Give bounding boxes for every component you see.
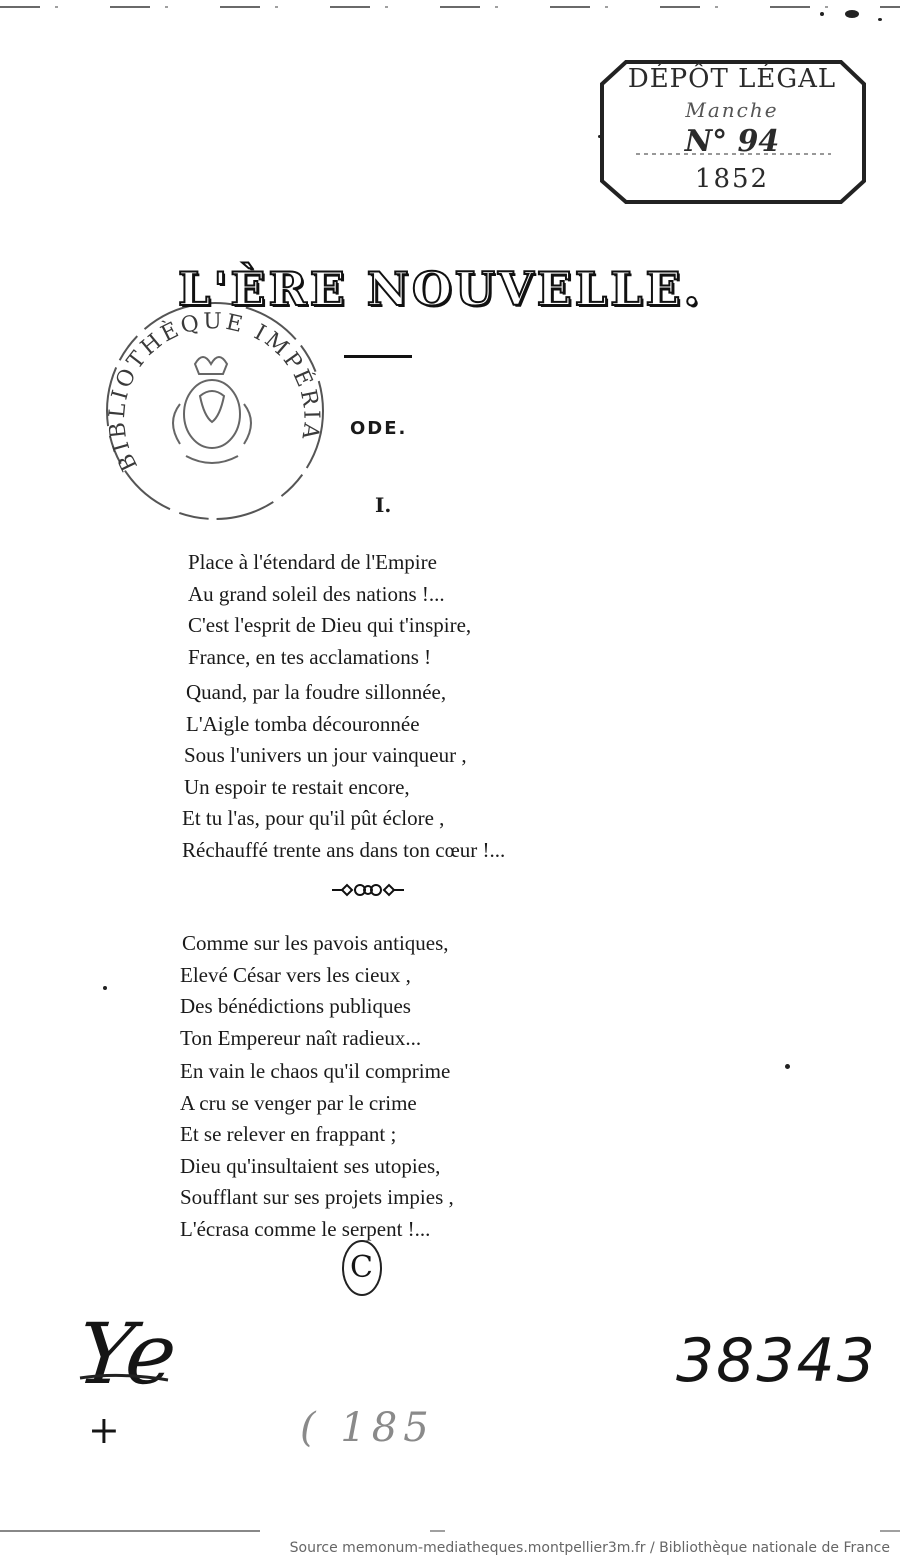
verse-line: En vain le chaos qu'il comprime [180,1059,451,1083]
copyright-circle-mark: C [340,1238,386,1300]
verse-line: L'Aigle tomba découronnée [186,711,420,736]
shelfmark-underline [78,1370,170,1384]
scan-edge-bottom [0,1530,900,1532]
verse-line: Ton Empereur naît radieux... [180,1025,422,1050]
stamp-department: Manche [685,98,779,122]
speck [785,1064,790,1069]
verse-line: Au grand soleil des nations !... [188,581,445,606]
verse-line: Dieu qu'insultaient ses utopies, [180,1153,441,1178]
stamp-number: N° 94 [684,124,780,159]
bibliotheque-imperiale-seal [100,296,330,526]
title-divider [344,355,412,358]
poem-title: L'ÈRE NOUVELLE. [178,262,703,316]
verse-line: C'est l'esprit de Dieu qui t'inspire, [188,613,472,637]
scan-edge-top [0,6,900,8]
verse-line: Et tu l'as, pour qu'il pût éclore , [182,806,445,830]
shelf-number: 38343 [676,1326,877,1396]
verse-line: Place à l'étendard de l'Empire [188,550,437,574]
speck [878,18,882,21]
verse-line: Quand, par la foudre sillonnée, [186,680,447,704]
verse-line: L'écrasa comme le serpent !... [180,1216,431,1241]
verse-line: Soufflant sur ses projets impies , [180,1185,454,1209]
stanza-1 [180,547,660,866]
depot-legal-stamp [596,56,868,206]
faint-handwritten-year: ( 185 [300,1405,435,1451]
part-number: I. [375,493,392,517]
stanza-ornament [330,880,406,900]
speck [820,12,824,16]
stamp-year: 1852 [694,164,770,194]
verse-line: Elevé César vers les cieux , [180,962,411,987]
speck [845,10,859,18]
poem-genre: ODE. [350,418,408,439]
verse-line: Et se relever en frappant ; [180,1122,397,1146]
verse-line: Des bénédictions publiques [180,994,411,1018]
source-attribution: Source memonum-mediatheques.montpellier3m.fr / Bibliothèque nationale de France [289,1540,890,1556]
verse-line: France, en tes acclamations ! [188,644,432,669]
shelfmark-plus: + [88,1408,120,1452]
verse-line: A cru se venger par le crime [180,1090,417,1115]
verse-line: Un espoir te restait encore, [184,774,410,799]
verse-line: Comme sur les pavois antiques, [182,931,449,955]
shelfmark-ye: Ye [72,1305,182,1403]
verse-line: Réchauffé trente ans dans ton cœur !... [182,837,506,862]
speck [103,986,107,990]
svg-text:BIBLIOTHÈQUE IMPÉRIALE: BIBLIOTHÈQUE IMPÉRIA [104,309,324,475]
stamp-title: DÉPÔT LÉGAL [627,64,837,94]
verse-line: Sous l'univers un jour vainqueur , [184,743,467,767]
stanza-2 [180,928,660,1245]
